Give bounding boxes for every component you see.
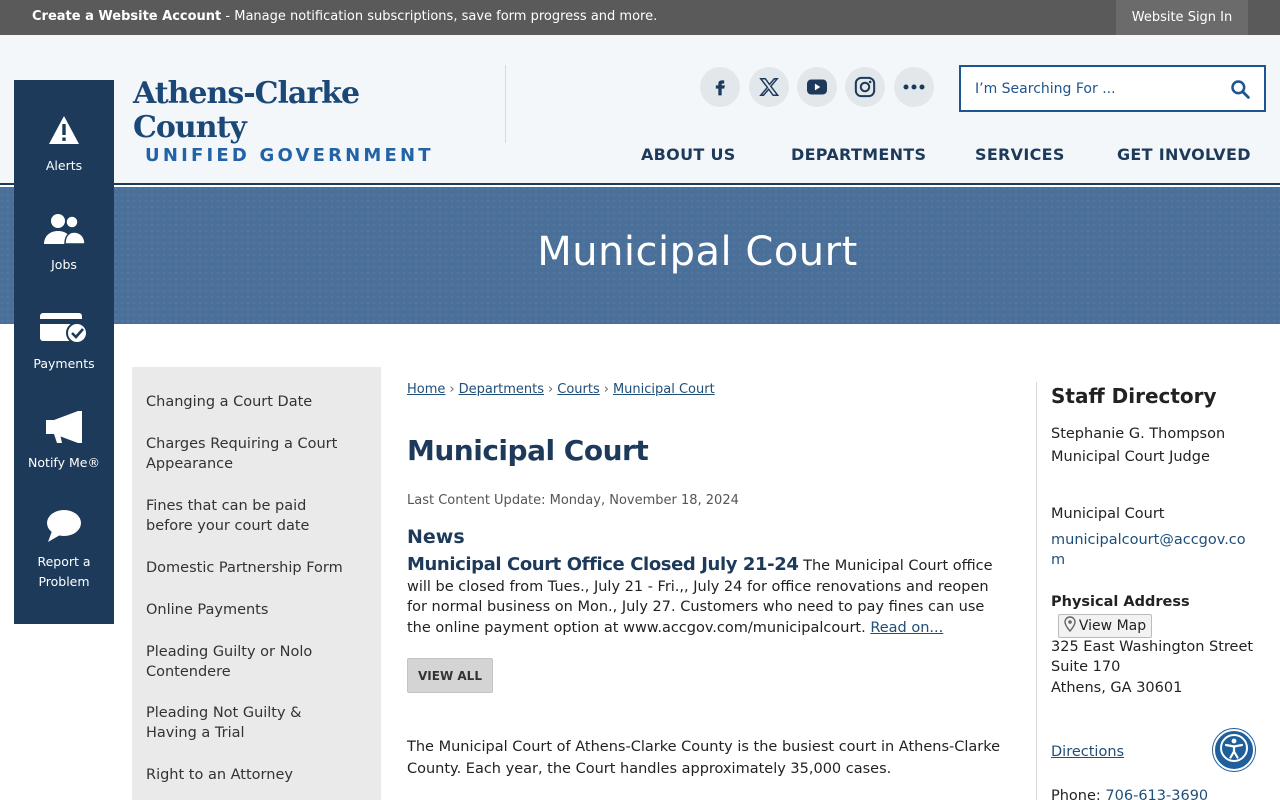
- breadcrumb: [407, 382, 715, 397]
- court-description: The Municipal Court of Athens-Clarke County is the busiest court in Athens-Clarke County. Each year, the Court handles approximately 35,000 cases.: [407, 739, 1001, 777]
- view-all-button[interactable]: VIEW ALL: [407, 658, 493, 693]
- breadcrumb-courts[interactable]: Courts: [557, 382, 600, 397]
- sign-in-button[interactable]: Website Sign In: [1116, 0, 1248, 35]
- accessibility-button[interactable]: [1213, 729, 1255, 771]
- instagram-icon[interactable]: [845, 67, 885, 107]
- quick-links-panel: [14, 80, 114, 624]
- directions-link[interactable]: Directions: [1051, 744, 1125, 760]
- map-pin-icon: [1064, 616, 1076, 636]
- subnav-item-right-to-attorney[interactable]: Right to an Attorney: [146, 767, 293, 783]
- right-column-divider: [1036, 382, 1037, 800]
- quicklink-label: Jobs: [51, 257, 77, 272]
- subnav-item-pleading-not-guilty[interactable]: Pleading Not Guilty & Having a Trial: [146, 705, 302, 741]
- banner-title: Municipal Court: [537, 229, 858, 275]
- subnav-item-pleading-guilty[interactable]: Pleading Guilty or Nolo Contendere: [146, 644, 313, 680]
- nav-get-involved[interactable]: GET INVOLVED: [1117, 145, 1251, 164]
- breadcrumb-separator: ›: [603, 382, 609, 397]
- quicklink-report-problem[interactable]: [14, 506, 114, 592]
- x-twitter-icon[interactable]: [749, 67, 789, 107]
- quicklink-label: Alerts: [45, 158, 83, 173]
- search-icon[interactable]: [1230, 79, 1250, 103]
- phone-label: Phone:: [1051, 788, 1106, 800]
- payment-card-icon: [14, 308, 114, 348]
- news-heading: News: [407, 526, 465, 548]
- address-line-1: 325 East Washington Street: [1051, 639, 1254, 655]
- staff-name: Stephanie G. Thompson: [1051, 426, 1226, 442]
- people-icon: [14, 209, 114, 249]
- phone-link[interactable]: 706-613-3690: [1105, 788, 1209, 800]
- create-account-link[interactable]: Create a Website Account: [32, 9, 222, 24]
- breadcrumb-separator: ›: [548, 382, 554, 397]
- quicklink-jobs[interactable]: [14, 209, 114, 275]
- email-link-wrap: [1051, 530, 1246, 570]
- subnav-item-changing-court-date[interactable]: Changing a Court Date: [146, 394, 313, 410]
- quicklink-label: Report a Problem: [37, 554, 91, 589]
- phone-line: [1051, 788, 1208, 800]
- nav-services[interactable]: SERVICES: [975, 145, 1065, 164]
- accessibility-icon: [1219, 733, 1249, 767]
- view-map-label: View Map: [1078, 618, 1147, 634]
- search-box: [959, 65, 1266, 112]
- quicklink-payments[interactable]: [14, 308, 114, 374]
- email-part-1: municipalcourt@accgov.co: [1051, 532, 1246, 548]
- quicklink-notify-me[interactable]: [14, 407, 114, 473]
- more-icon[interactable]: [894, 67, 934, 107]
- page-banner: [0, 187, 1280, 324]
- last-updated: Last Content Update: Monday, November 18, 2024: [407, 493, 739, 508]
- logo-line-2: UNIFIED GOVERNMENT: [145, 145, 434, 166]
- staff-directory-heading: Staff Directory: [1051, 384, 1217, 408]
- address-heading: Physical Address: [1051, 594, 1190, 610]
- subnav-item-domestic-partnership[interactable]: Domestic Partnership Form: [146, 560, 343, 576]
- email-link[interactable]: [1051, 532, 1246, 568]
- youtube-icon[interactable]: [797, 67, 837, 107]
- department-name: Municipal Court: [1051, 506, 1165, 522]
- staff-role: Municipal Court Judge: [1051, 449, 1210, 465]
- site-header: [0, 35, 1280, 185]
- account-message: [32, 9, 657, 24]
- nav-about-us[interactable]: ABOUT US: [641, 145, 736, 164]
- header-divider: [505, 65, 506, 143]
- quicklink-alerts[interactable]: [14, 110, 114, 176]
- breadcrumb-departments[interactable]: Departments: [458, 382, 545, 397]
- chat-bubble-icon: [14, 506, 114, 546]
- quicklink-label: Payments: [33, 356, 95, 371]
- directions-wrap: [1051, 744, 1124, 760]
- news-text: The Municipal Court office will be closed from Tues., July 21 - Fri.,, July 24 for office renovations and reopen for normal business on Mon., July 27. Customers who need to pay fines can use the online payment option at www.accgov.com/municipalcourt.: [407, 558, 993, 636]
- site-logo[interactable]: [133, 77, 473, 167]
- account-message-text: - Manage notification subscriptions, save form progress and more.: [221, 9, 658, 24]
- megaphone-icon: [14, 407, 114, 447]
- subnav-item-charges-requiring-appearance[interactable]: Charges Requiring a Court Appearance: [146, 436, 338, 472]
- email-part-2: m: [1051, 552, 1066, 568]
- subnav-item-fines-paid-before-court[interactable]: Fines that can be paid before your court date: [146, 498, 310, 534]
- breadcrumb-municipal-court[interactable]: Municipal Court: [612, 382, 715, 397]
- address-line-3: Athens, GA 30601: [1051, 680, 1183, 696]
- address-line-2: Suite 170: [1051, 659, 1121, 675]
- view-map-button[interactable]: [1058, 614, 1152, 638]
- read-on-link[interactable]: Read on...: [870, 619, 944, 636]
- breadcrumb-separator: ›: [449, 382, 455, 397]
- nav-departments[interactable]: DEPARTMENTS: [791, 145, 927, 164]
- search-input[interactable]: [975, 77, 1215, 101]
- news-title[interactable]: Municipal Court Office Closed July 21-24: [407, 554, 799, 575]
- subnav-item-online-payments[interactable]: Online Payments: [146, 602, 269, 618]
- quicklink-label: Notify Me®: [28, 455, 100, 470]
- page-title: Municipal Court: [407, 434, 649, 467]
- breadcrumb-home[interactable]: Home: [407, 382, 446, 397]
- alert-icon: [14, 110, 114, 150]
- logo-line-1: Athens-Clarke County: [133, 76, 360, 145]
- top-bar: [0, 0, 1280, 35]
- sub-navigation: [132, 367, 381, 800]
- news-item: [407, 555, 1007, 638]
- facebook-icon[interactable]: [700, 67, 740, 107]
